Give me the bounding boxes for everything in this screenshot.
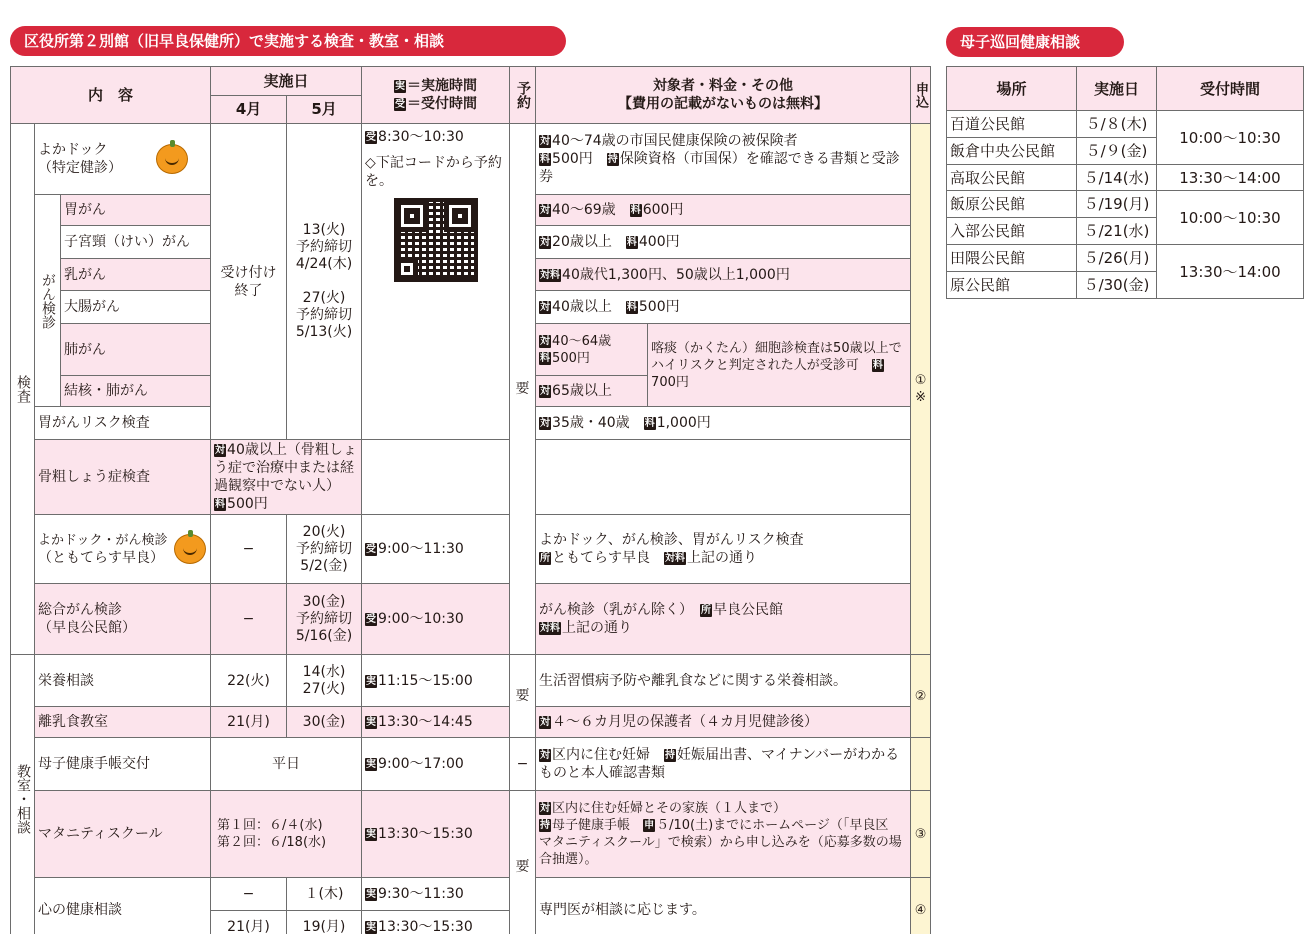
row-kokoro-name: 心の健康相談 (35, 878, 211, 934)
side-place: 田隈公民館 (947, 245, 1077, 272)
row-daicho-name: 大腸がん (61, 291, 211, 324)
side-section-title: 母子巡回健康相談 (946, 27, 1124, 57)
row-maternity-target: 対 区内に住む妊婦とその家族（１人まで） 持 母子健康手帳 申 ５/10(土)までにホームページ（「早良区 マタニティスクール」で検索）から申し込みを（応募多数の場合抽選）。 (536, 791, 911, 878)
apply-kokoro: ④ (911, 878, 931, 934)
row-rinyu-name: 離乳食教室 (35, 707, 211, 738)
row-boshi-name: 母子健康手帳交付 (35, 738, 211, 791)
side-date: ５/21(水) (1077, 218, 1157, 245)
row-nyugan-name: 乳がん (61, 259, 211, 291)
row-rinyu-may: 30(金) (287, 707, 362, 738)
header-time-legend: 実 ＝実施時間 受 ＝受付時間 (362, 67, 510, 124)
row-kokoro-time-1: 実 9:30〜11:30 (362, 878, 510, 911)
header-date: 実施日 (211, 67, 362, 96)
row-eiyo-may: 14(水) 27(火) (287, 655, 362, 707)
apply-boshi (911, 738, 931, 791)
row-daicho-target: 対 40歳以上 料 500円 (536, 291, 911, 324)
row-shikyu-target: 対 20歳以上 料 400円 (536, 226, 911, 259)
side-header-date: 実施日 (1077, 67, 1157, 111)
side-date: ５/９(金) (1077, 138, 1157, 165)
row-haigan-target: 対 40〜64歳 料 500円 (536, 324, 648, 376)
group-kyoushitsu: 教室・相談 (11, 655, 35, 934)
row-kotsu-target: 対 40歳以上（骨粗しょう症で治療中または経過観察中でない人） 料 500円 (211, 440, 362, 515)
kensa-may: 13(火) 予約締切 4/24(木) 27(火) 予約締切 5/13(火) (287, 124, 362, 440)
row-tomoteras-name: よかドック・がん検診 （ともてらす早良） (35, 515, 211, 584)
row-boshi-time: 実 9:00〜17:00 (362, 738, 510, 791)
row-kekkaku-name: 結核・肺がん (61, 376, 211, 407)
apply-eiyo: ② (911, 655, 931, 738)
side-time: 10:00〜10:30 (1157, 191, 1304, 245)
side-place: 飯原公民館 (947, 191, 1077, 218)
row-eiyo-april: 22(火) (211, 655, 287, 707)
row-haigan-name: 肺がん (61, 324, 211, 376)
row-sogo-target: がん検診（乳がん除く） 所 早良公民館 対料 上記の通り (536, 584, 911, 655)
row-yoka-name: よかドック （特定健診） (35, 124, 211, 195)
row-kokoro-target: 専門医が相談に応じます。 (536, 878, 911, 934)
row-kokoro-may-2: 19(月) (287, 911, 362, 934)
row-tomoteras-april: − (211, 515, 287, 584)
qr-code-icon[interactable] (394, 198, 478, 282)
side-time: 10:00〜10:30 (1157, 111, 1304, 165)
schedule-table (10, 66, 931, 934)
apply-maternity: ③ (911, 791, 931, 878)
row-kokoro-april-2: 21(月) (211, 911, 287, 934)
side-date: ５/８(木) (1077, 111, 1157, 138)
header-reservation: 予約 (510, 67, 536, 124)
row-sogo-time: 受 9:00〜10:30 (362, 584, 510, 655)
row-tomoteras-may: 20(火) 予約締切 5/2(金) (287, 515, 362, 584)
pumpkin-mascot-icon (156, 144, 188, 174)
row-maternity-name: マタニティスクール (35, 791, 211, 878)
row-eiyo-name: 栄養相談 (35, 655, 211, 707)
reserve-maternity: 要 (510, 791, 536, 934)
row-igan-name: 胃がん (61, 195, 211, 226)
side-date: ５/19(月) (1077, 191, 1157, 218)
apply-kensa: ① ※ (911, 124, 931, 655)
row-maternity-time: 実 13:30〜15:30 (362, 791, 510, 878)
row-boshi-target: 対 区内に住む妊婦 持 妊娠届出書、マイナンバーがわかるものと本人確認書類 (536, 738, 911, 791)
mobile-consultation-table (946, 66, 1304, 299)
reserve-eiyo: 要 (510, 655, 536, 738)
side-place: 原公民館 (947, 272, 1077, 299)
row-rinyu-april: 21(月) (211, 707, 287, 738)
main-section-title: 区役所第２別館（旧早良保健所）で実施する検査・教室・相談 (10, 26, 566, 56)
row-yoka-target: 対 40〜74歳の市国民健康保険の被保険者 料 500円 持 保険資格（市国保）を確認できる書類と受診券 (536, 124, 911, 195)
header-content: 内 容 (11, 67, 211, 124)
side-place: 入部公民館 (947, 218, 1077, 245)
row-sogo-may: 30(金) 予約締切 5/16(金) (287, 584, 362, 655)
side-date: ５/30(金) (1077, 272, 1157, 299)
side-time: 13:30〜14:00 (1157, 165, 1304, 191)
row-rinyu-time: 実 13:30〜14:45 (362, 707, 510, 738)
row-sogo-april: − (211, 584, 287, 655)
side-date: ５/26(月) (1077, 245, 1157, 272)
side-place: 飯倉中央公民館 (947, 138, 1077, 165)
row-nyugan-target: 対料 40歳代1,300円、50歳以上1,000円 (536, 259, 911, 291)
row-maternity-date: 第１回：６/４(水) 第２回：６/18(水) (211, 791, 362, 878)
header-apply: 申込 (911, 67, 931, 124)
row-kokoro-time-2: 実 13:30〜15:30 (362, 911, 510, 934)
row-sogo-name: 総合がん検診 （早良公民館） (35, 584, 211, 655)
row-igan-target: 対 40〜69歳 料 600円 (536, 195, 911, 226)
reserve-kensa: 要 (510, 124, 536, 655)
side-header-time: 受付時間 (1157, 67, 1304, 111)
group-kensa: 検査 (11, 124, 35, 655)
row-kokoro-april-1: − (211, 878, 287, 911)
pumpkin-mascot-icon (174, 534, 206, 564)
row-rinyu-target: 対 ４〜６カ月児の保護者（４カ月児健診後） (536, 707, 911, 738)
row-tomoteras-time: 受 9:00〜11:30 (362, 515, 510, 584)
row-eiyo-target: 生活習慣病予防や離乳食などに関する栄養相談。 (536, 655, 911, 707)
row-boshi-date: 平日 (211, 738, 362, 791)
row-igan-risk-target: 対 35歳・40歳 料 1,000円 (536, 407, 911, 440)
header-may: 5月 (287, 96, 362, 124)
side-date: ５/14(水) (1077, 165, 1157, 191)
header-target: 対象者・料金・その他 【費用の記載がないものは無料】 (536, 67, 911, 124)
kensa-april: 受け付け終了 (211, 124, 287, 440)
side-place: 高取公民館 (947, 165, 1077, 191)
header-april: 4月 (211, 96, 287, 124)
group-gan: がん検診 (35, 195, 61, 407)
row-kotsu-name: 骨粗しょう症検査 (35, 440, 211, 515)
side-place: 百道公民館 (947, 111, 1077, 138)
row-eiyo-time: 実 11:15〜15:00 (362, 655, 510, 707)
row-tomoteras-target: よかドック、がん検診、胃がんリスク検査 所 ともてらす早良 対料 上記の通り (536, 515, 911, 584)
row-haigan-note: 喀痰（かくたん）細胞診検査は50歳以上でハイリスクと判定された人が受診可 料700円 (648, 324, 911, 407)
kensa-time: 受 8:30〜10:30 ◇下記コードから予約を。 (362, 124, 510, 440)
row-kekkaku-target: 対 65歳以上 (536, 376, 648, 407)
row-kokoro-may-1: １(木) (287, 878, 362, 911)
row-shikyu-name: 子宮頸（けい）がん (61, 226, 211, 259)
row-igan-risk-name: 胃がんリスク検査 (35, 407, 211, 440)
side-time: 13:30〜14:00 (1157, 245, 1304, 299)
side-header-place: 場所 (947, 67, 1077, 111)
reserve-boshi: − (510, 738, 536, 791)
